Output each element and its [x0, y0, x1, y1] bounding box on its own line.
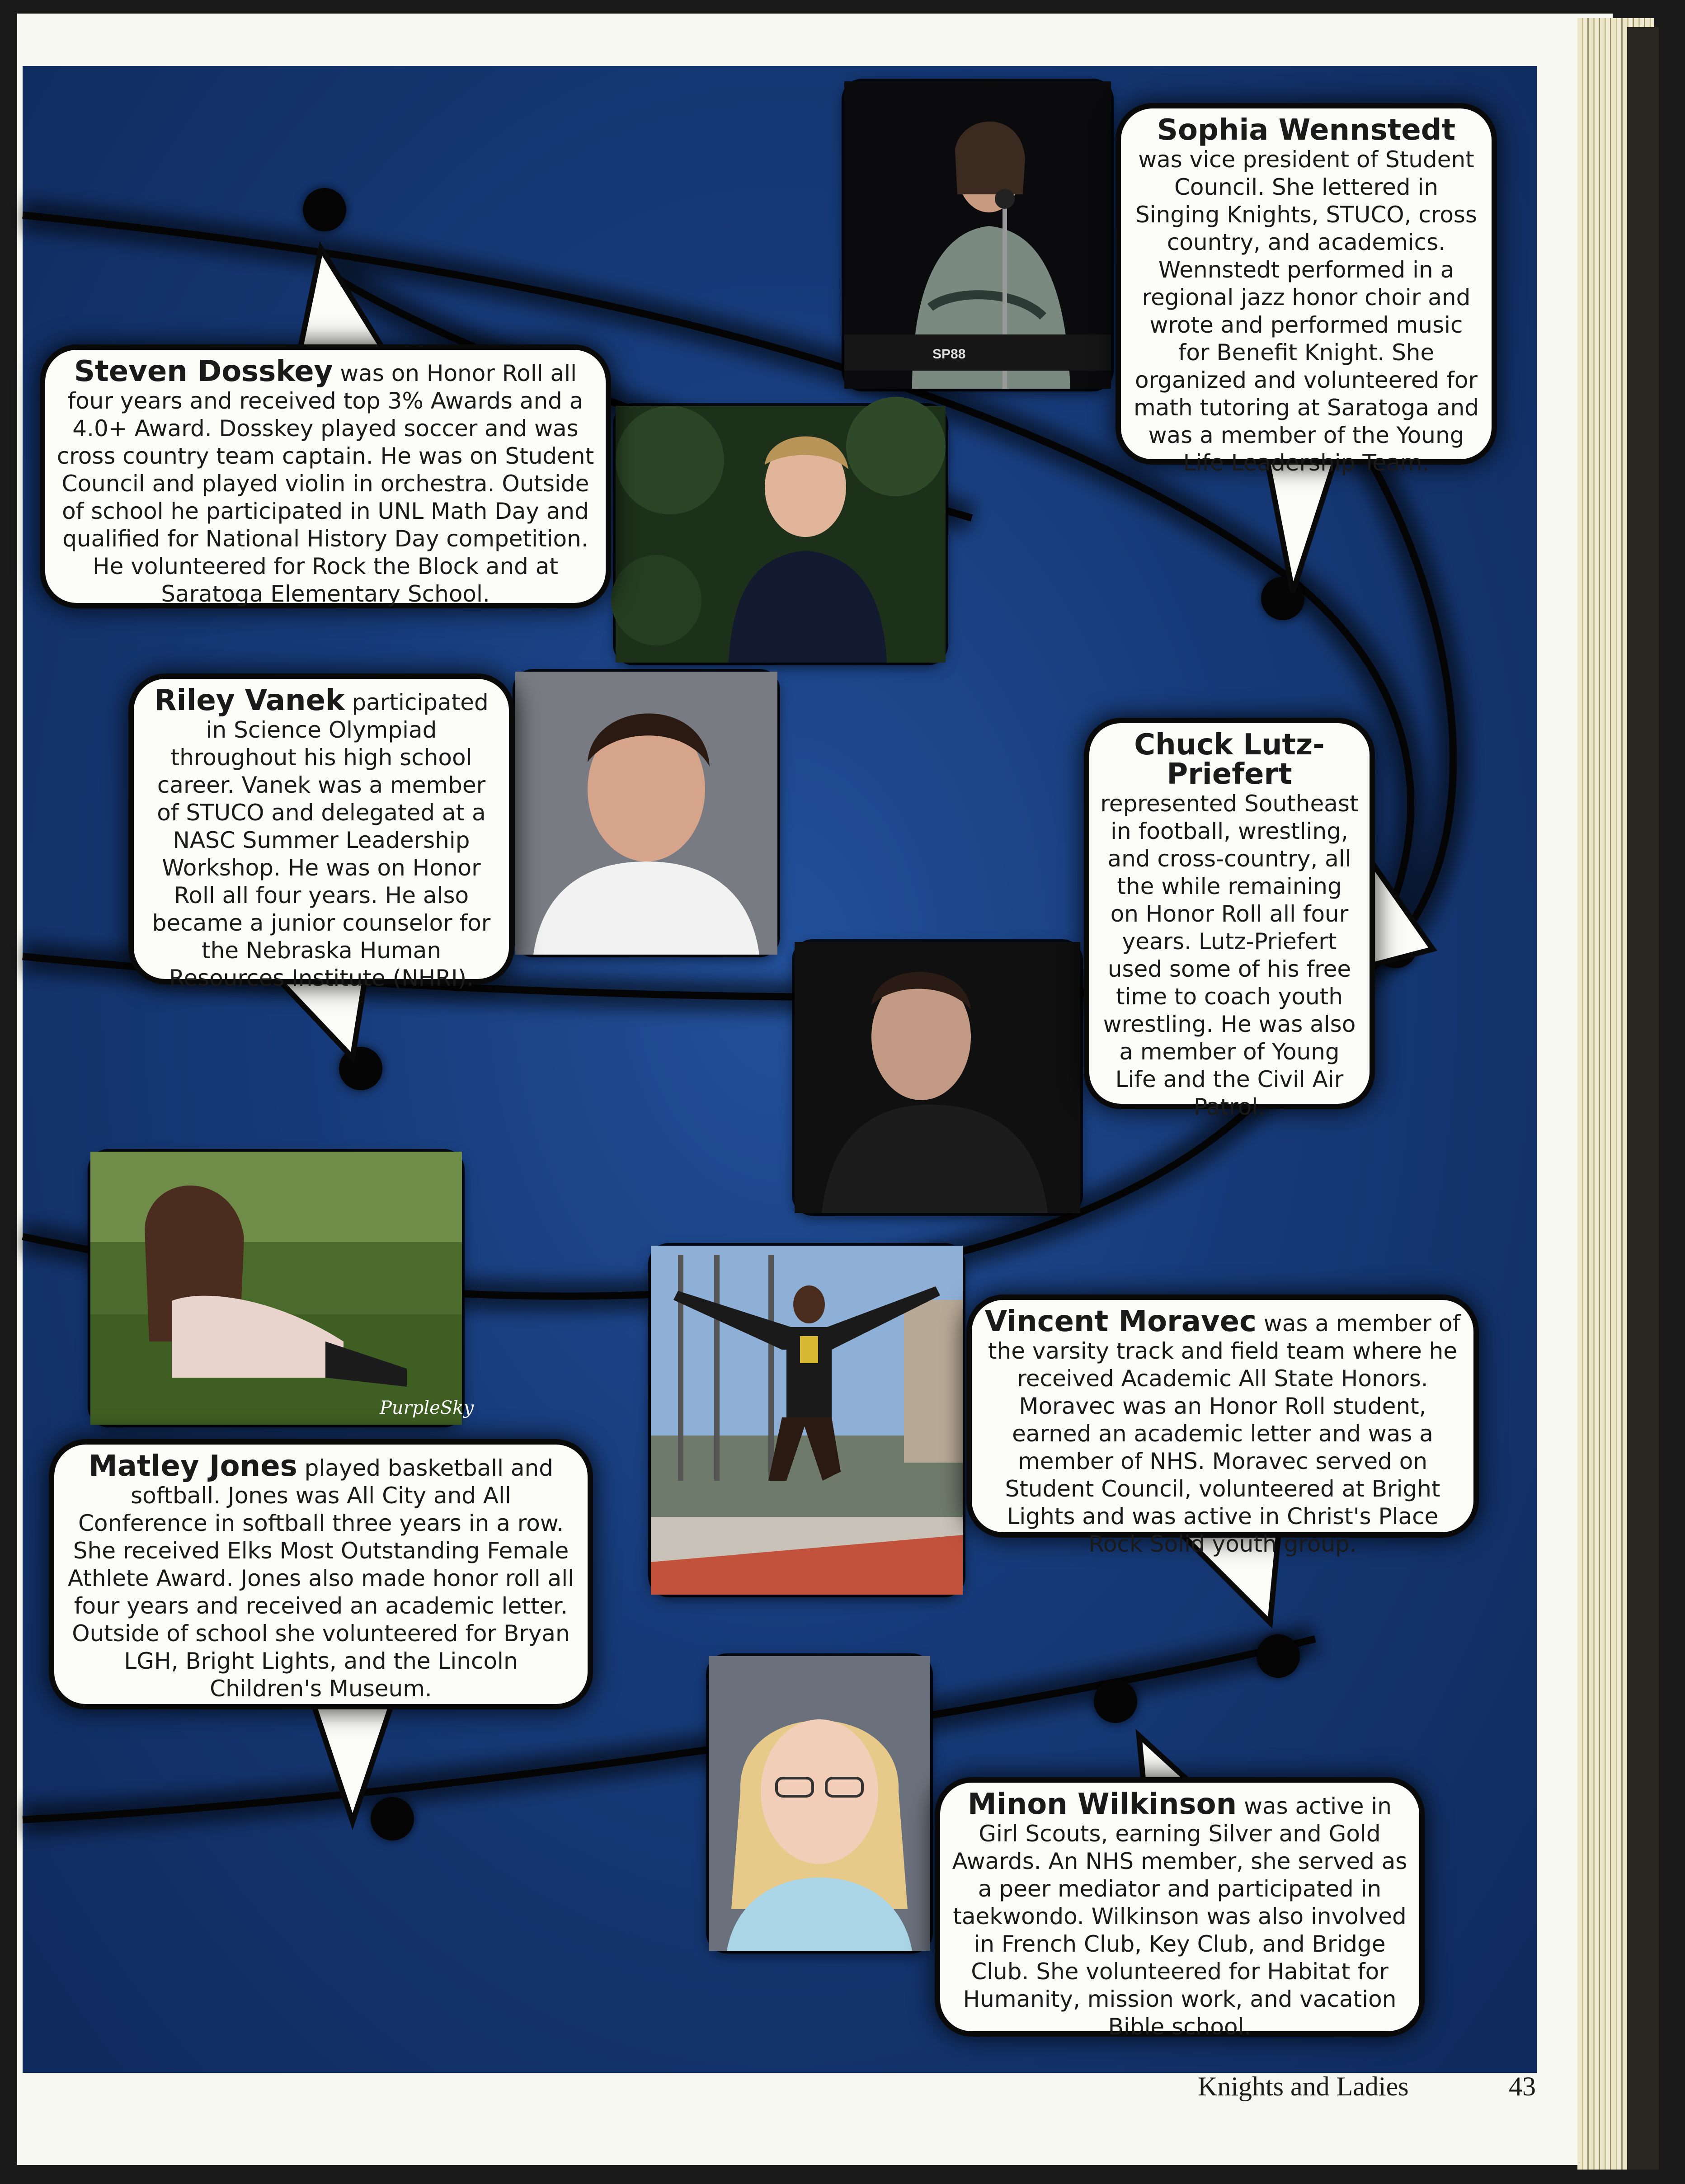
- profile-vincent-moravec: [972, 1300, 1473, 1557]
- bubble-tail: [312, 1699, 402, 1826]
- connector-dot: [303, 188, 346, 231]
- profile-riley-vanek: [134, 679, 509, 991]
- photo-matley-jones: [90, 1152, 474, 1425]
- profile-name: Sophia Wennstedt: [1157, 113, 1456, 147]
- keyboard-label: SP88: [932, 347, 966, 362]
- profile-text: was active in Girl Scouts, earning Silver and Gold Awards. An NHS member, she served as a peer mediator and participated in taekwondo. Wilkinson was also involved in French Club, Key Club, and Bridge Club. She volunteered for Habitat for Humanity, mission work, and vacation Bible school.: [952, 1793, 1407, 2040]
- profile-text: was a member of the varsity track and field team where he received Academic All State Honors. Moravec was an Honor Roll student, earned an academic letter and was a member of NHS. Moravec served on Student Council, volunteered at Bright Lights and was active in Christ's Place Rock Solid youth group.: [988, 1310, 1461, 1557]
- profile-name: Riley Vanek: [154, 684, 345, 717]
- profile-text: participated in Science Olympiad throughout his high school career. Vanek was a member of STUCO and delegated at a NASC Summer Leadership Workshop. He was on Honor Roll all four years. He also became a junior counselor for the Nebraska Human Resources Institute (NHRI).: [152, 689, 491, 991]
- profile-name: Matley Jones: [89, 1450, 297, 1483]
- profile-name: Steven Dosskey: [74, 355, 333, 388]
- photo-watermark: PurpleSky: [380, 1398, 474, 1418]
- profile-name: Minon Wilkinson: [968, 1788, 1237, 1821]
- photo-minon-wilkinson: [709, 1656, 930, 1951]
- profile-name: Chuck Lutz-Priefert: [1134, 728, 1325, 791]
- section-title: Knights and Ladies: [1198, 2071, 1409, 2101]
- profile-name: Vincent Moravec: [984, 1305, 1257, 1338]
- profile-steven-dosskey: [45, 350, 606, 607]
- profile-text: was vice president of Student Council. She lettered in Singing Knights, STUCO, cross country, and academics. Wennstedt performed in a regional jazz honor choir and wrote and performed music for Benefit Knight. She organized and volunteered for math tutoring at Saratoga and was a member of the Young Life Leadership Team.: [1133, 146, 1479, 476]
- profile-matley-jones: [54, 1445, 588, 1704]
- photo-chuck-lutz-priefert: [795, 942, 1080, 1213]
- profile-minon-wilkinson: [940, 1783, 1419, 2040]
- connector-dot: [1094, 1680, 1137, 1723]
- profile-text: was on Honor Roll all four years and received top 3% Awards and a 4.0+ Award. Dosskey played soccer and was cross country team captain. He was on Student Council and played violin in orchestra. Outside of school he participated in UNL Math Day and qualified for National History Day competition. He volunteered for Rock the Block and at Saratoga Elementary School.: [56, 360, 594, 607]
- photo-sophia-wennstedt: [844, 81, 1111, 389]
- photo-riley-vanek: [515, 672, 777, 955]
- profile-text: played basketball and softball. Jones was All City and All Conference in softball three years in a row. She received Elks Most Outstanding Female Athlete Award. Jones also made honor roll all four years and received an academic letter. Outside of school she volunteered for Bryan LGH, Bright Lights, and the Lincoln Children's Museum.: [67, 1455, 574, 1702]
- page-number: 43: [1509, 2071, 1536, 2101]
- book-spine: [1627, 27, 1659, 2170]
- photo-steven-dosskey: [616, 406, 946, 663]
- photo-vincent-moravec: [651, 1246, 963, 1595]
- profile-chuck-lutz-priefert: [1089, 723, 1370, 1120]
- connector-dot: [1257, 1634, 1300, 1678]
- profile-text: represented Southeast in football, wrestling, and cross-country, all the while remaining on Honor Roll all four years. Lutz-Priefert used some of his free time to coach youth wrestling. He was also a member of Young Life and the Civil Air Patrol.: [1100, 791, 1359, 1120]
- profile-sophia-wennstedt: [1121, 108, 1492, 476]
